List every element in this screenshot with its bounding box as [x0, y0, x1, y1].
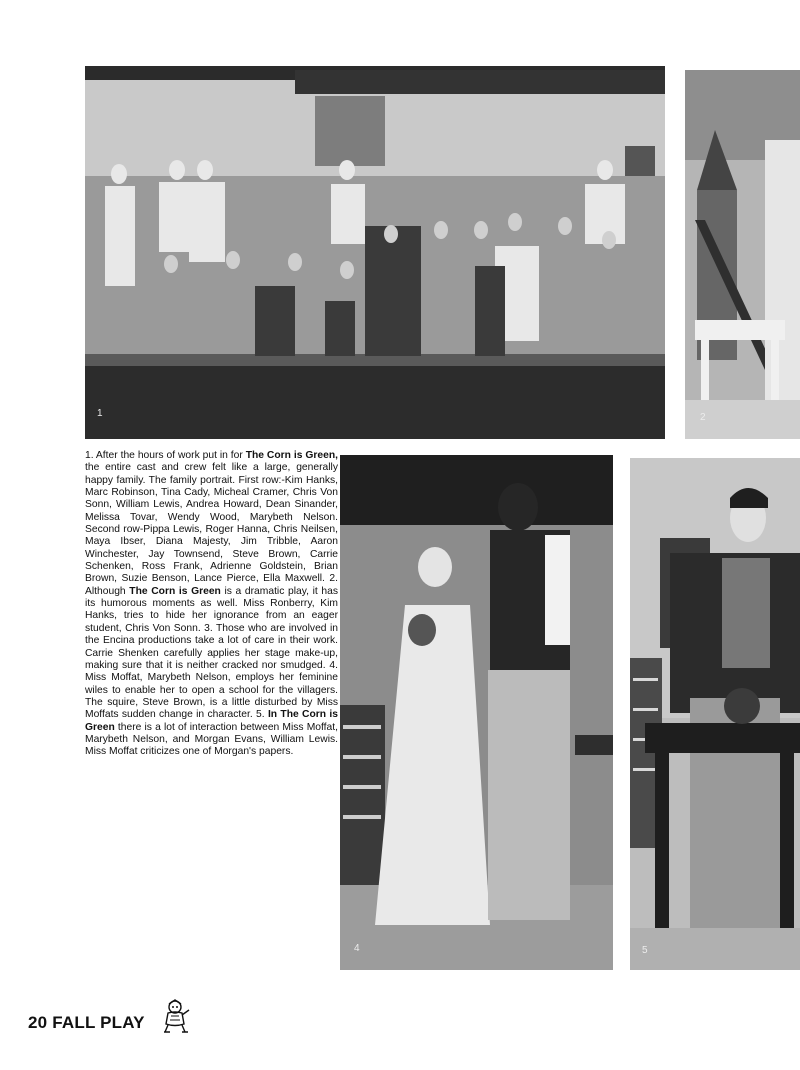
- photo-number: 2: [700, 412, 706, 423]
- photo-captions: [85, 450, 338, 759]
- photo-number: 5: [642, 945, 648, 956]
- photo-number: 4: [354, 943, 360, 954]
- photo-moffat-squire-image: [340, 455, 613, 970]
- mascot-icon: [158, 998, 194, 1034]
- photo-staircase-set-image: [685, 70, 800, 439]
- photo-moffat-squire: [340, 455, 613, 970]
- photo-cast-portrait-image: [85, 66, 665, 439]
- photo-cast-portrait: [85, 66, 665, 439]
- photo-morgan-evans: [630, 458, 800, 970]
- caption-1-title: The Corn is Green,: [245, 450, 338, 461]
- caption-1-body: the entire cast and crew felt like a large, generally happy family. The family portrait. First row:-Kim Hanks, Marc Robinson, Tina Cady, Micheal Cramer, Chris Von Sonn, William Lewis, Andrea Howard, Dean Sinander, Melissa Tovar, Wendy Wood, Marybeth Nelson. Second row-Pippa Lewis, Roger Hanna, Chris Neilsen, Maya Ibser, Diana Majesty, Jim Tribble, Aaron Winchester, Jay Townsend, Steve Brown, Carrie Schenken, Ross Frank, Adrienne Goldstein, Brian Brown, Suzie Benson, Lance Pierce, Ella Maxwell.: [85, 462, 338, 585]
- caption-5-body: there is a lot of interaction between Miss Moffat, Marybeth Nelson, and Morgan Evans, William Lewis. Miss Moffat criticizes one of Morgan's papers.: [85, 721, 338, 758]
- caption-5-title: In The Corn is Green: [85, 709, 338, 733]
- caption-2-title: The Corn is Green: [129, 585, 221, 597]
- photo-morgan-evans-image: [630, 458, 800, 970]
- photo-number: 1: [97, 408, 103, 419]
- caption-2-lead: 2. Although: [85, 573, 339, 597]
- caption-2-body: is a dramatic play, it has its humorous moments as well. Miss Ronberry, Kim Hanks, tries to hide her ignorance from an eager student, Chris Von Sonn. 3. Those who are involved in the Encina productions take a lot of care in their work. Carrie Shenken carefully applies her stage make-up, making sure that it is neither cracked nor smudged. 4. Miss Moffat, Marybeth Nelson, employs her feminine wiles to enable her to open a school for the villagers. The squire, Steve Brown, is a little disturbed by Miss Moffats sudden change in character. 5.: [85, 585, 338, 721]
- photo-staircase-set: [685, 70, 800, 439]
- page-folio: 20 FALL PLAY: [28, 1013, 145, 1032]
- caption-1-lead: 1. After the hours of work put in for: [85, 450, 246, 461]
